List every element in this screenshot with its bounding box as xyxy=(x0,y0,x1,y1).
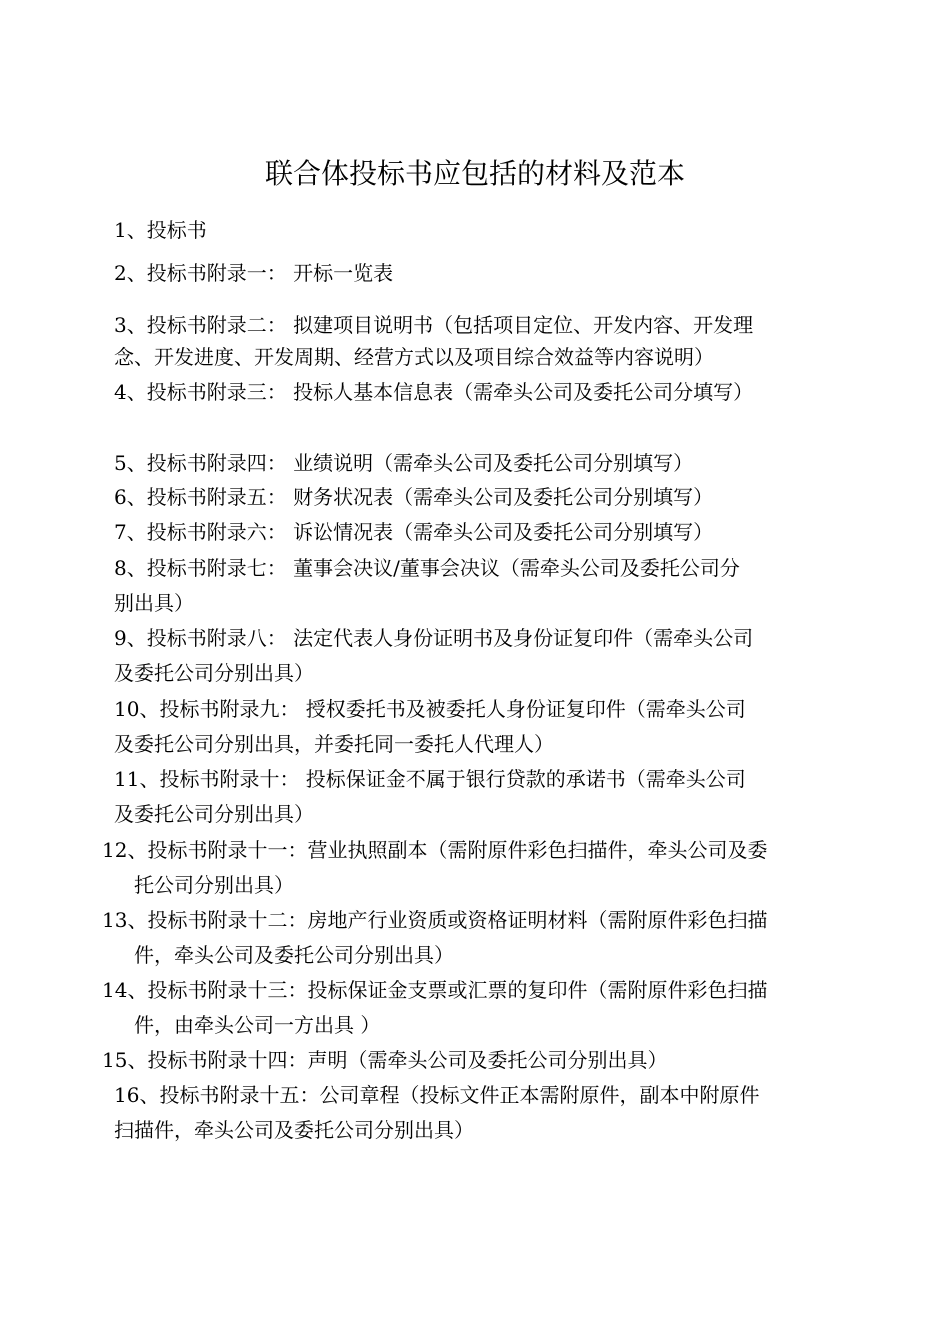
list-item: 6、投标书附录五： 财务状况表（需牵头公司及委托公司分别填写） xyxy=(114,485,714,509)
list-item: 9、投标书附录八： 法定代表人身份证明书及身份证复印件（需牵头公司 xyxy=(114,626,754,650)
list-item-continuation: 扫描件，牵头公司及委托公司分别出具） xyxy=(114,1118,474,1142)
list-item: 10、投标书附录九： 授权委托书及被委托人身份证复印件（需牵头公司 xyxy=(114,697,746,721)
list-item: 2、投标书附录一： 开标一览表 xyxy=(114,261,394,285)
list-item: 1、投标书 xyxy=(114,218,207,242)
list-item: 7、投标书附录六： 诉讼情况表（需牵头公司及委托公司分别填写） xyxy=(114,520,714,544)
list-item: 4、投标书附录三： 投标人基本信息表（需牵头公司及委托公司分填写） xyxy=(114,380,754,404)
list-item: 12、投标书附录十一：营业执照副本（需附原件彩色扫描件，牵头公司及委 xyxy=(102,838,768,862)
list-item-continuation: 及委托公司分别出具） xyxy=(114,802,314,826)
list-item-continuation: 别出具） xyxy=(114,591,194,615)
list-item: 5、投标书附录四： 业绩说明（需牵头公司及委托公司分别填写） xyxy=(114,451,694,475)
list-item: 14、投标书附录十三：投标保证金支票或汇票的复印件（需附原件彩色扫描 xyxy=(102,978,768,1002)
list-item: 16、投标书附录十五：公司章程（投标文件正本需附原件，副本中附原件 xyxy=(114,1083,760,1107)
list-item: 13、投标书附录十二：房地产行业资质或资格证明材料（需附原件彩色扫描 xyxy=(102,908,768,932)
list-item-continuation: 件，由牵头公司一方出具 ） xyxy=(134,1013,381,1037)
page-title: 联合体投标书应包括的材料及范本 xyxy=(264,157,685,190)
list-item: 15、投标书附录十四：声明（需牵头公司及委托公司分别出具） xyxy=(102,1048,668,1072)
list-item-continuation: 及委托公司分别出具） xyxy=(114,661,314,685)
list-item-continuation: 件，牵头公司及委托公司分别出具） xyxy=(134,943,454,967)
list-item-continuation: 念、开发进度、开发周期、经营方式以及项目综合效益等内容说明） xyxy=(114,345,714,369)
list-item: 8、投标书附录七： 董事会决议/董事会决议（需牵头公司及委托公司分 xyxy=(114,556,740,580)
list-item: 3、投标书附录二： 拟建项目说明书（包括项目定位、开发内容、开发理 xyxy=(114,313,754,337)
list-item-continuation: 及委托公司分别出具，并委托同一委托人代理人） xyxy=(114,732,554,756)
list-item-continuation: 托公司分别出具） xyxy=(134,873,294,897)
list-item: 11、投标书附录十： 投标保证金不属于银行贷款的承诺书（需牵头公司 xyxy=(114,767,746,791)
